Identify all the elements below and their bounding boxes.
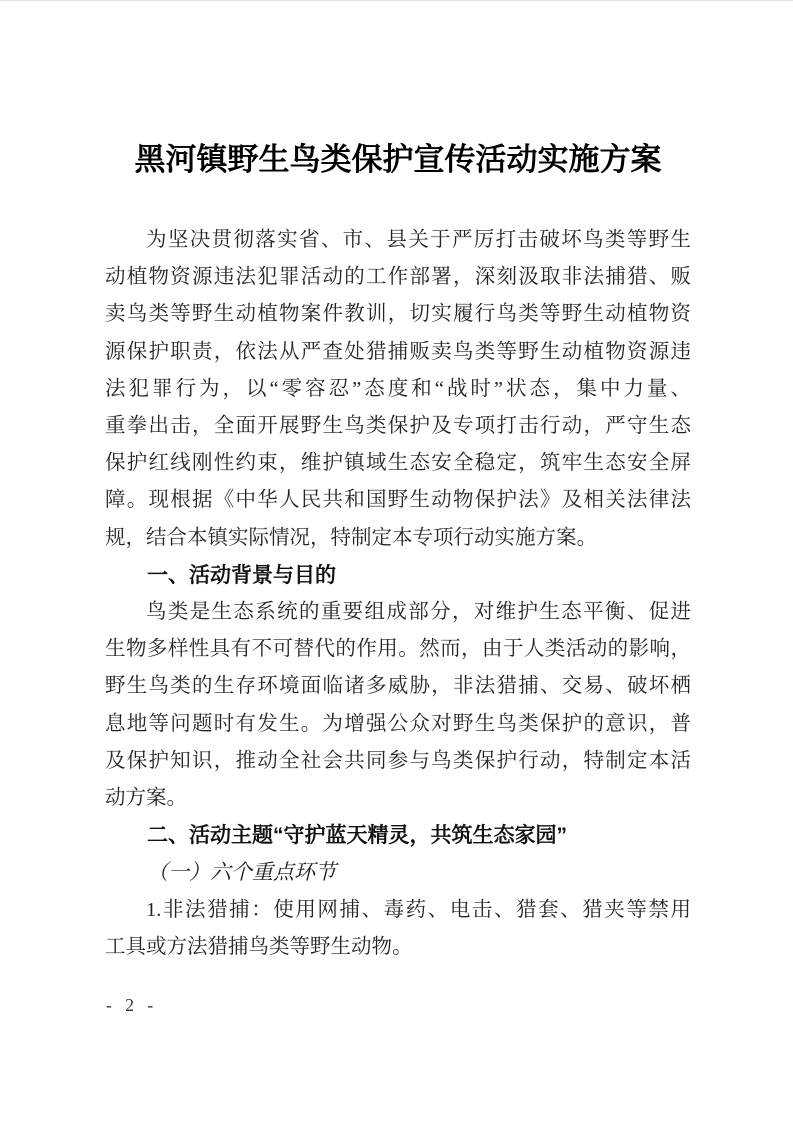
paragraph-line: 息地等问题时有发生。为增强公众对野生鸟类保护的意识，普 (105, 712, 691, 735)
paragraph-line: 重拳出击，全面开展野生鸟类保护及专项打击行动，严守生态 (105, 415, 691, 438)
paragraph-line: 为坚决贯彻落实省、市、县关于严厉打击破坏鸟类等野生 (146, 229, 691, 251)
heading-activity-background: 一、活动背景与目的 (147, 563, 336, 587)
paragraph-line: 卖鸟类等野生动植物案件教训，切实履行鸟类等野生动植物资 (105, 303, 691, 326)
paragraph-line: 生物多样性具有不可替代的作用。然而，由于人类活动的影响， (105, 638, 691, 661)
paragraph-line: 野生鸟类的生存环境面临诸多威胁，非法猎捕、交易、破坏栖 (105, 675, 691, 698)
document-title: 黑河镇野生鸟类保护宣传活动实施方案 (134, 142, 662, 177)
paragraph-line: 规，结合本镇实际情况，特制定本专项行动实施方案。 (105, 526, 597, 549)
heading-activity-theme: 二、活动主题“守护蓝天精灵，共筑生态家园” (147, 824, 567, 848)
paragraph-line: 动植物资源违法犯罪活动的工作部署，深刻汲取非法捕猎、贩 (105, 266, 691, 289)
paragraph-line: 鸟类是生态系统的重要组成部分，对维护生态平衡、促进 (146, 601, 691, 624)
paragraph-line: 工具或方法猎捕鸟类等野生动物。 (105, 935, 413, 958)
paragraph-line: 障。现根据《中华人民共和国野生动物保护法》及相关法律法 (105, 489, 691, 512)
document-body (105, 222, 691, 966)
paragraph-line: 法犯罪行为，以“零容忍”态度和“战时”状态，集中力量、 (105, 377, 691, 400)
paragraph-line: 源保护职责，依法从严查处猎捕贩卖鸟类等野生动植物资源违 (105, 340, 691, 363)
paragraph-line: 及保护知识，推动全社会共同参与鸟类保护行动，特制定本活 (105, 749, 691, 772)
subheading-six-key-points: （一）六个重点环节 (147, 860, 336, 885)
paragraph-line: 动方案。 (105, 787, 187, 810)
paragraph-line: 保护红线刚性约束，维护镇域生态安全稳定，筑牢生态安全屏 (105, 452, 691, 475)
paragraph-line: 1.非法猎捕：使用网捕、毒药、电击、猎套、猎夹等禁用 (146, 898, 691, 921)
page-number: - 2 - (106, 995, 157, 1015)
